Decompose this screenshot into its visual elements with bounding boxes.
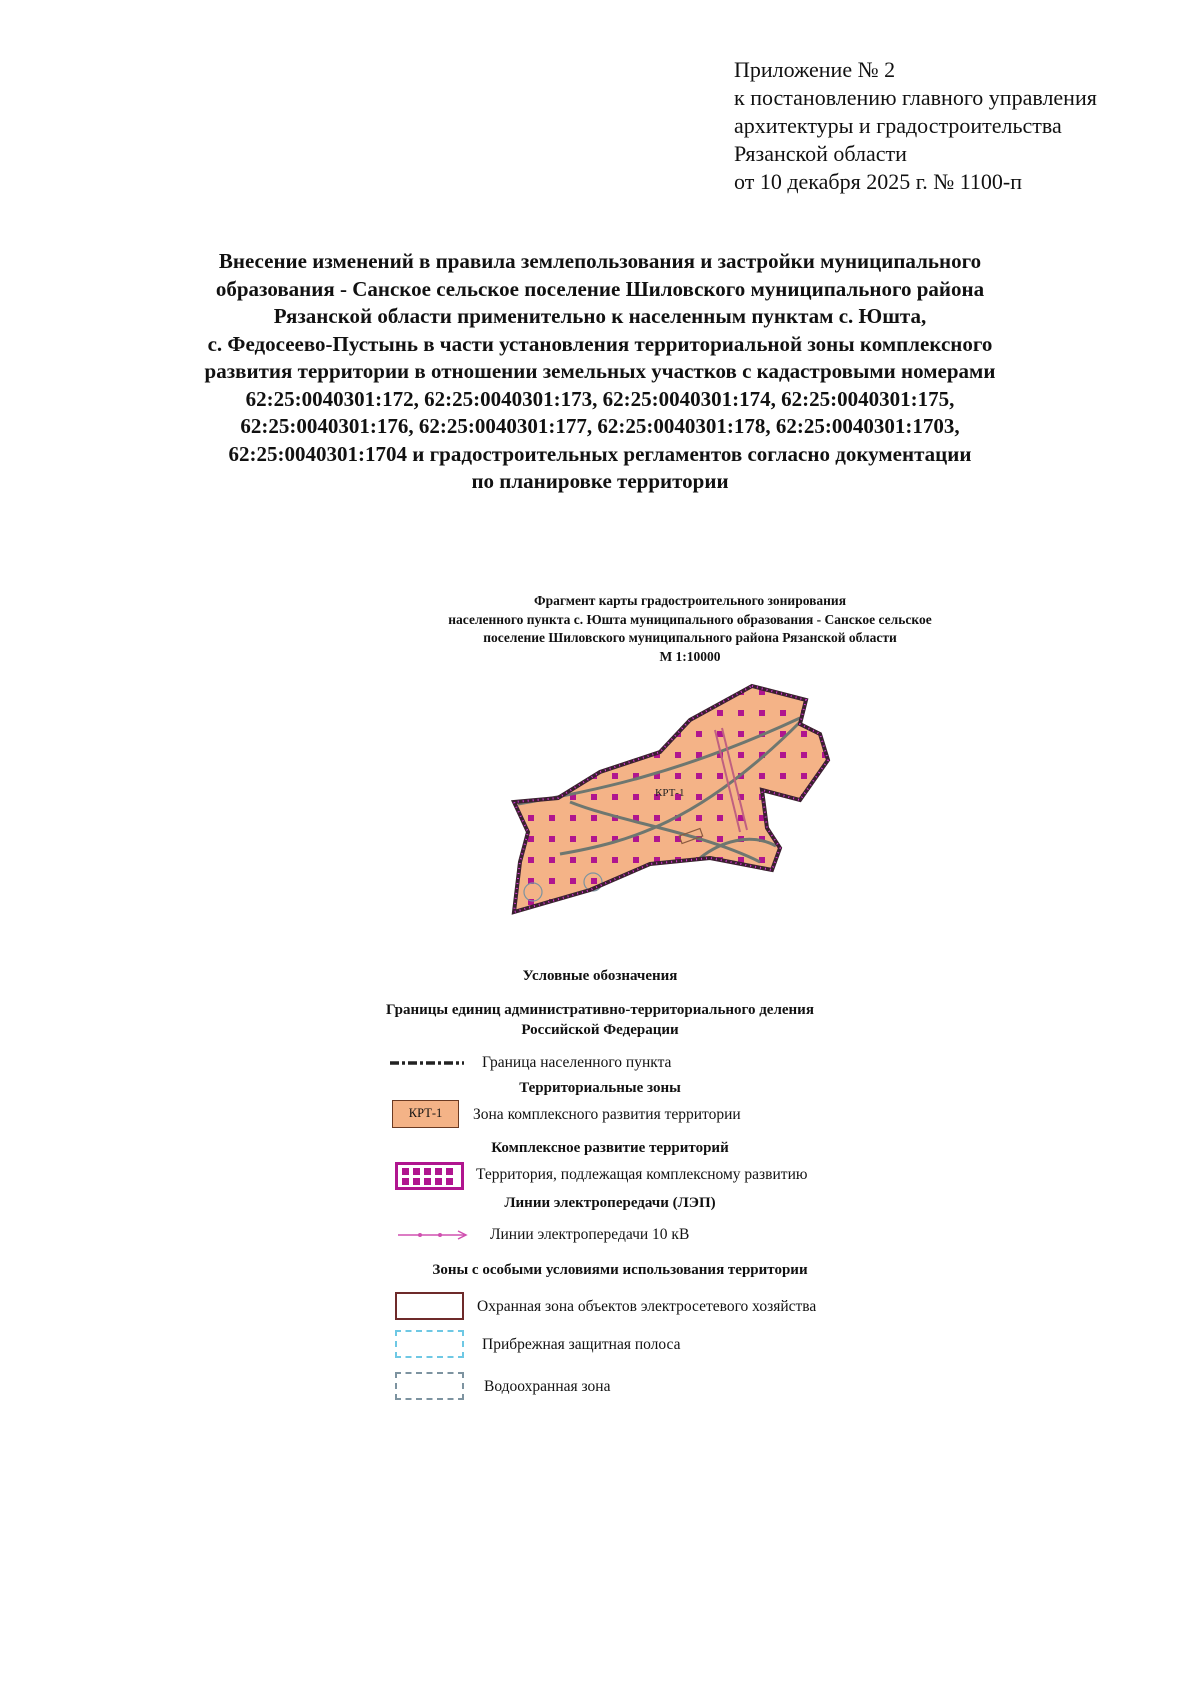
appendix-line: к постановлению главного управления	[734, 85, 1097, 110]
map-caption-line: населенного пункта с. Юшта муниципального образования - Санское сельское	[448, 611, 932, 627]
map-caption-line: Фрагмент карты градостроительного зонирования	[533, 593, 847, 608]
legend-krt-heading: Комплексное развитие территорий	[491, 1140, 729, 1156]
legend-admin-heading-line: Границы единиц административно-территориального деления	[386, 1002, 814, 1018]
document-title	[120, 248, 1080, 496]
powerline-label: Линии электропередачи 10 кВ	[490, 1226, 690, 1243]
zone-label: КРТ-1	[655, 787, 685, 799]
zoning-map	[500, 682, 850, 936]
settlement-boundary-symbol	[388, 1058, 466, 1068]
map-caption	[340, 592, 1040, 666]
legend-special-heading: Зоны с особыми условиями использования территории	[432, 1262, 808, 1278]
title-line: 62:25:0040301:172, 62:25:0040301:173, 62:25:0040301:174, 62:25:0040301:175,	[245, 386, 955, 411]
water-protection-zone-symbol	[395, 1372, 464, 1400]
water-protection-zone-label: Водоохранная зона	[484, 1378, 611, 1395]
map-caption-line: поселение Шиловского муниципального района Рязанской области	[483, 630, 897, 645]
protection-zone-label: Охранная зона объектов электросетевого хозяйства	[477, 1298, 817, 1315]
legend-admin-heading	[300, 1000, 900, 1040]
title-line: 62:25:0040301:176, 62:25:0040301:177, 62:25:0040301:178, 62:25:0040301:1703,	[240, 414, 960, 438]
krt-zone-label: Зона комплексного развития территории	[473, 1106, 741, 1123]
legend-zones-heading: Территориальные зоны	[519, 1080, 681, 1096]
title-line: развития территории в отношении земельных участков с кадастровыми номерами	[204, 359, 996, 383]
settlement-boundary-label: Граница населенного пункта	[482, 1054, 672, 1071]
title-line: с. Федосеево-Пустынь в части установления территориальной зоны комплексного	[207, 331, 993, 356]
map-caption-line: М 1:10000	[659, 648, 721, 664]
legend-title: Условные обозначения	[522, 968, 678, 984]
title-line: образования - Санское сельское поселение Шиловского муниципального района	[215, 276, 985, 301]
appendix-line: Рязанской области	[734, 141, 907, 166]
title-line: Рязанской области применительно к населенным пунктам с. Юшта,	[273, 304, 927, 328]
title-line: по планировке территории	[471, 469, 729, 493]
title-line: 62:25:0040301:1704 и градостроительных регламентов согласно документации	[228, 441, 972, 466]
krt-area-symbol	[395, 1162, 464, 1190]
legend-power-heading: Линии электропередачи (ЛЭП)	[504, 1195, 716, 1211]
title-line: Внесение изменений в правила землепользования и застройки муниципального	[218, 249, 982, 273]
coastal-strip-symbol	[395, 1330, 464, 1358]
appendix-line: Приложение № 2	[734, 57, 896, 82]
coastal-strip-label: Прибрежная защитная полоса	[482, 1336, 681, 1353]
legend-admin-heading-line: Российской Федерации	[521, 1022, 679, 1038]
krt-zone-symbol: КРТ-1	[392, 1100, 459, 1128]
krt-area-label: Территория, подлежащая комплексному развитию	[476, 1166, 808, 1183]
appendix-block	[734, 56, 1174, 196]
protection-zone-symbol	[395, 1292, 464, 1320]
appendix-line: от 10 декабря 2025 г. № 1100-п	[734, 169, 1023, 194]
powerline-symbol	[396, 1229, 468, 1241]
appendix-line: архитектуры и градостроительства	[734, 113, 1062, 138]
